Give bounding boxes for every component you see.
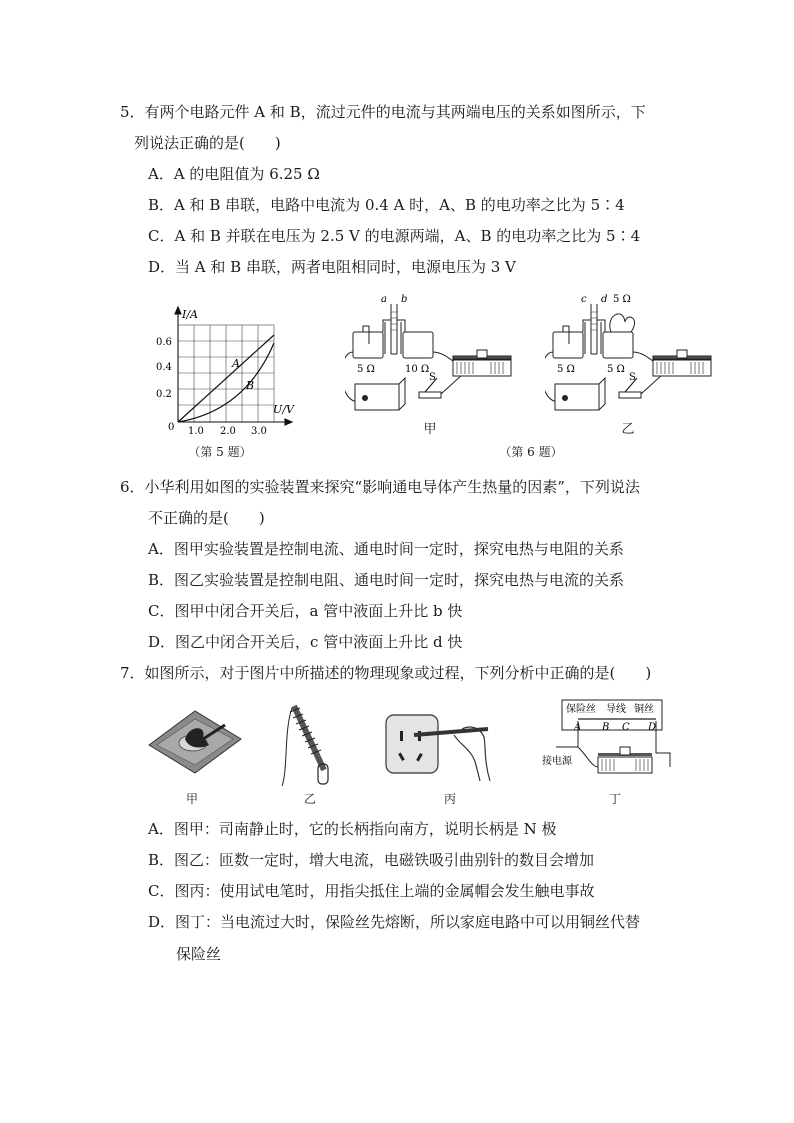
u-tube-d — [585, 322, 601, 354]
point-c-label: C — [622, 722, 630, 733]
q6-apparatus-yi — [545, 292, 725, 417]
q7-fig-jia-sinan — [145, 705, 243, 777]
q7-label-yi: 乙 — [303, 792, 316, 806]
extra-resistor-label: 5 Ω — [613, 294, 631, 305]
switch-label: S — [629, 372, 636, 383]
q5-option-b: B．A 和 B 串联，电路中电流为 0.4 A 时，A、B 的电功率之比为 5∶4 — [148, 196, 625, 214]
q6-figure-yi-label: 乙 — [621, 422, 635, 437]
resistor-right-label: 5 Ω — [607, 364, 625, 375]
y-axis-arrow — [175, 307, 181, 314]
u-tube-b — [385, 322, 401, 354]
q7-label-ding: 丁 — [608, 792, 621, 806]
q6-apparatus-jia — [345, 292, 525, 417]
y-tick-02: 0.2 — [156, 389, 172, 400]
tube-c-label: c — [581, 294, 587, 305]
container-left — [553, 332, 583, 358]
q6-stem-line1: 6．小华利用如图的实验装置来探究“影响通电导体产生热量的因素”，下列说法 — [120, 478, 640, 496]
tube-d-label: d — [601, 294, 608, 305]
origin-label: 0 — [168, 422, 175, 433]
q5-stem-line1: 5．有两个电路元件 A 和 B，流过元件的电流与其两端电压的关系如图所示，下 — [120, 103, 646, 121]
q7-option-a: A．图甲：司南静止时，它的长柄指向南方，说明长柄是 N 极 — [148, 820, 557, 838]
x-axis-arrow — [285, 419, 292, 425]
q6-option-c: C．图甲中闭合开关后，a 管中液面上升比 b 快 — [148, 602, 463, 620]
resistor-left-label: 5 Ω — [557, 364, 575, 375]
y-axis-label: I/A — [182, 308, 198, 321]
extra-resistor-coil — [610, 314, 635, 332]
u-tube-c — [591, 304, 597, 354]
point-a-label: A — [574, 722, 582, 733]
wire-label: 导线 — [606, 704, 626, 715]
power-supply — [355, 378, 405, 410]
x-axis-label: U/V — [273, 403, 294, 416]
switch-base — [419, 392, 441, 398]
q5-iu-graph — [150, 303, 300, 438]
q7-option-d: D．图丁：当电流过大时，保险丝先熔断，所以家庭电路中可以用铜丝代替 — [148, 913, 641, 931]
q6-figure-jia-label: 甲 — [423, 422, 437, 437]
q7-fig-ding-fuse — [538, 697, 674, 789]
point-d-label: D — [648, 722, 657, 733]
y-tick-04: 0.4 — [156, 362, 172, 373]
q7-option-b: B．图乙：匝数一定时，增大电流，电磁铁吸引曲别针的数目会增加 — [148, 851, 595, 869]
q5-figure-caption: （第 5 题） — [188, 445, 252, 459]
resistor-left-label: 5 Ω — [357, 364, 375, 375]
switch-label: S — [429, 372, 436, 383]
power-source-label: 接电源 — [542, 756, 572, 767]
q7-stem-line1: 7．如图所示，对于图片中所描述的物理现象或过程，下列分析中正确的是( ) — [120, 664, 652, 682]
q6-stem-line2: 不正确的是( ) — [148, 509, 265, 527]
curve-a-label: A — [232, 357, 240, 370]
fuse-label: 保险丝 — [566, 704, 596, 715]
power-outlet-icon — [386, 715, 438, 773]
tube-b-label: b — [401, 294, 408, 305]
q7-option-d-continued: 保险丝 — [176, 945, 222, 963]
point-b-label: B — [602, 722, 610, 733]
x-tick-2: 2.0 — [220, 426, 236, 437]
x-tick-3: 3.0 — [251, 426, 267, 437]
power-indicator-icon — [562, 395, 568, 401]
q7-label-bing: 丙 — [443, 792, 456, 806]
copper-label: 铜丝 — [634, 704, 654, 715]
power-indicator-icon — [362, 395, 368, 401]
rheostat-body — [453, 360, 511, 376]
q5-option-d: D．当 A 和 B 串联，两者电阻相同时，电源电压为 3 V — [148, 258, 516, 276]
q5-stem-line2: 列说法正确的是( ) — [134, 134, 281, 152]
q6-option-a: A．图甲实验装置是控制电流、通电时间一定时，探究电热与电阻的关系 — [148, 540, 624, 558]
rheostat-slider — [677, 350, 687, 358]
coil-wire — [282, 708, 292, 786]
curve-b-label: B — [246, 379, 255, 392]
tube-a-label: a — [381, 294, 387, 305]
q7-option-c: C．图丙：使用试电笔时，用指尖抵住上端的金属帽会发生触电事故 — [148, 882, 595, 900]
wire-switch — [421, 374, 463, 394]
resistor-right-label: 10 Ω — [405, 364, 430, 375]
container-right — [603, 332, 633, 358]
q7-fig-bing-test-pen — [384, 705, 504, 785]
container-left — [353, 332, 383, 358]
container-right — [403, 332, 433, 358]
q6-figure-caption: （第 6 题） — [499, 445, 563, 459]
power-supply — [555, 378, 605, 410]
rheostat-slider — [620, 747, 630, 755]
y-tick-06: 0.6 — [156, 337, 172, 348]
rheostat-body — [653, 360, 711, 376]
rheostat-slider — [477, 350, 487, 358]
graph-grid — [178, 325, 274, 422]
switch-base — [619, 392, 641, 398]
tube-left-loop — [363, 326, 369, 344]
q7-label-jia: 甲 — [185, 792, 198, 806]
q5-option-c: C．A 和 B 并联在电压为 2.5 V 的电源两端，A、B 的电功率之比为 5∶4 — [148, 227, 641, 245]
q6-option-d: D．图乙中闭合开关后，c 管中液面上升比 d 快 — [148, 633, 463, 651]
x-tick-1: 1.0 — [188, 426, 204, 437]
q7-fig-yi-electromagnet — [280, 700, 340, 788]
q5-option-a: A．A 的电阻值为 6.25 Ω — [148, 165, 320, 183]
q6-option-b: B．图乙实验装置是控制电阻、通电时间一定时，探究电热与电流的关系 — [148, 571, 625, 589]
u-tube-a — [391, 304, 397, 354]
hand-icon — [454, 735, 480, 781]
